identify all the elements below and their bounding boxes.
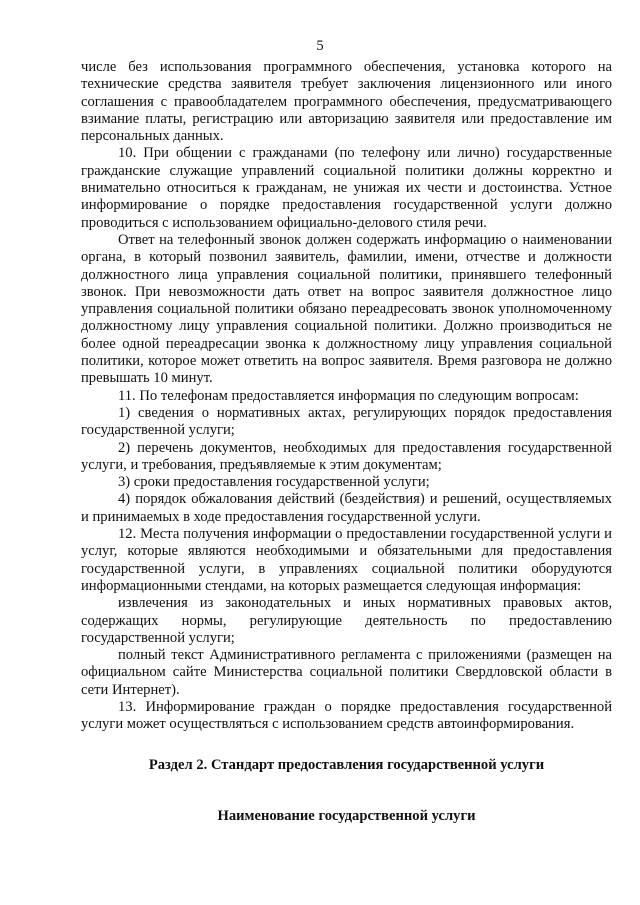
section-heading: Раздел 2. Стандарт предоставления государственной услуги xyxy=(148,757,545,773)
paragraph-continued: числе без использования программного обеспечения, установка которого на технические средства заявителя требует заключения лицензионного или иного соглашения с правообладателем программного обеспечения, предусматривающего взимание платы, регистрацию или авторизацию заявителя или предоставление им персональных данных. xyxy=(81,59,612,145)
paragraph-12-full-text: полный текст Административного регламента с приложениями (размещен на официальном сайте Министерства социальной политики Свердловской области в сети Интернет). xyxy=(81,647,612,698)
paragraph-12-extracts: извлечения из законодательных и иных нормативных правовых актов, содержащих нормы, регулирующие деятельность по предоставлению государственной услуги; xyxy=(81,595,612,646)
paragraph-10: 10. При общении с гражданами (по телефону или лично) государственные гражданские служащие управлений социальной политики должны корректно и внимательно относиться к гражданам, не унижая их чести и достоинства. Устное информирование о порядке предоставления государственной услуги должно проводиться с использованием официально-делового стиля речи. xyxy=(81,145,612,231)
list-item-11-4: 4) порядок обжалования действий (бездействия) и решений, осуществляемых и принимаемых в ходе предоставления государственной услуги. xyxy=(81,491,612,525)
service-name-heading: Наименование государственной услуги xyxy=(217,808,476,824)
list-item-11-3: 3) сроки предоставления государственной услуги; xyxy=(118,474,430,491)
page-number: 5 xyxy=(316,38,324,54)
section-heading-block xyxy=(81,757,612,774)
list-item-11-1: 1) сведения о нормативных актах, регулирующих порядок предоставления государственной услуги; xyxy=(81,404,612,439)
list-item-11-2: 2) перечень документов, необходимых для предоставления государственной услуги, и требования, предъявляемые к этим документам; xyxy=(81,439,612,473)
service-name-heading-block xyxy=(81,808,612,825)
paragraph-12: 12. Места получения информации о предоставлении государственной услуги и услуг, которые являются необходимыми и обязательными для предоставления государственной услуги, в управлениях социальной политики оборудуются информационными стендами, на которых размещается следующая информация: xyxy=(81,526,612,594)
document-body xyxy=(81,59,612,734)
paragraph-13: 13. Информирование граждан о порядке предоставления государственной услуги может осуществляться с использованием средств автоинформирования. xyxy=(81,698,612,733)
paragraph-11: 11. По телефонам предоставляется информация по следующим вопросам: xyxy=(118,387,579,404)
paragraph-10-phone-answer: Ответ на телефонный звонок должен содержать информацию о наименовании органа, в который позвонил заявитель, фамилии, имени, отчестве и должности должностного лица управления социальной политики, принявшего телефонный звонок. При невозможности дать ответ на вопрос заявителя должностное лицо управления социальной политики обязано переадресовать звонок уполномоченному должностному лицу управления социальной политики. Должно производиться не более одной переадресации звонка к должностному лицу управления социальной политики, которое может ответить на вопрос заявителя. Время разговора не должно превышать 10 минут. xyxy=(81,231,612,387)
